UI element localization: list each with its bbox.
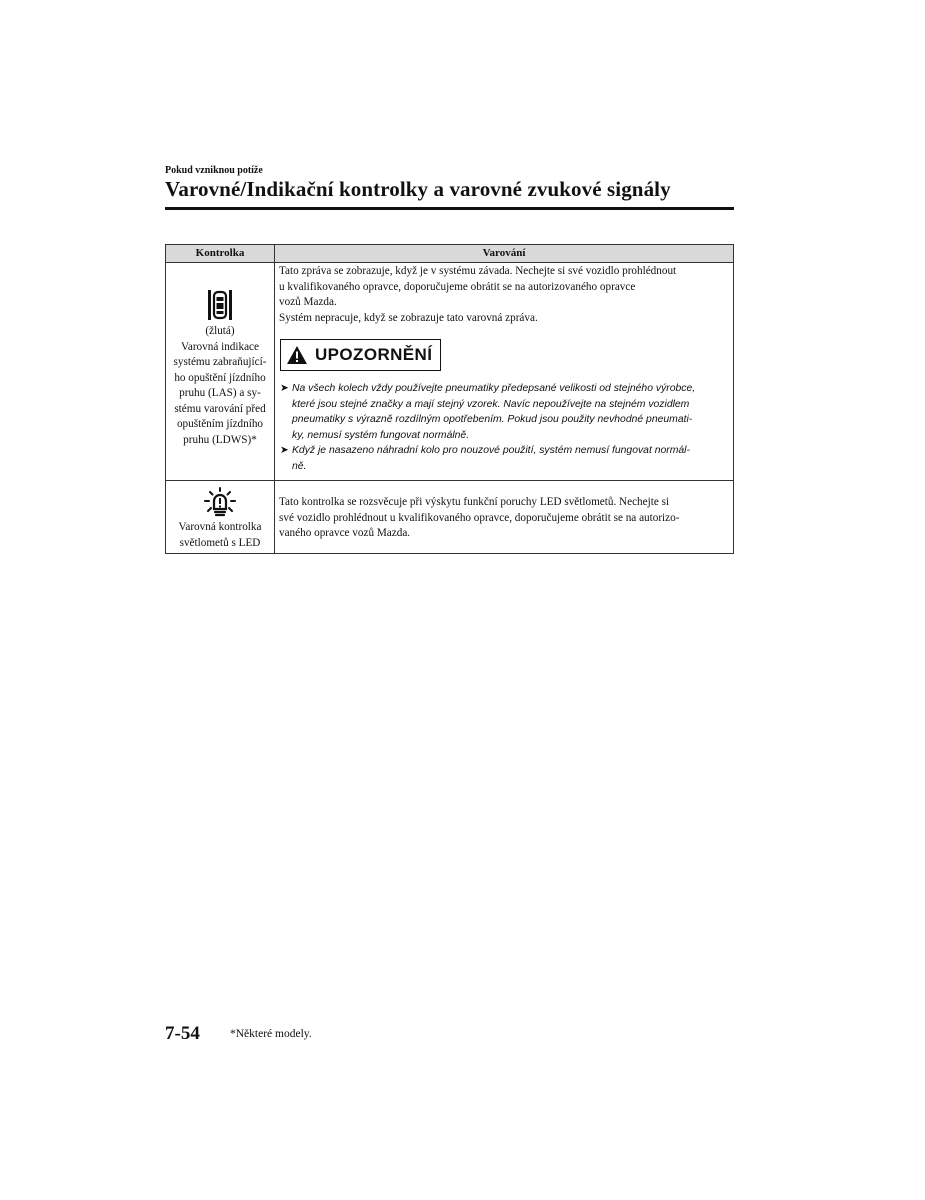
caution-label: UPOZORNĚNÍ — [315, 345, 433, 365]
warning-text: své vozidlo prohlédnout u kvalifikovaného opravce, doporučujeme obrátit se na autorizo- — [279, 511, 680, 524]
footnote: *Některé modely. — [230, 1028, 312, 1040]
page-number: 7-54 — [165, 1023, 200, 1044]
indicator-text: pruhu (LDWS)* — [183, 433, 257, 446]
warning-text: vaného opravce vozů Mazda. — [279, 527, 411, 539]
warning-text: u kvalifikovaného opravce, doporučujeme obrátit se na autorizovaného opravce — [279, 280, 636, 293]
caution-text: Na všech kolech vždy používejte pneumatiky předepsané velikosti od stejného výrobce, — [292, 383, 696, 394]
indicator-cell-led — [166, 481, 275, 554]
caution-text: ky, nemusí systém fungovat normálně. — [292, 429, 470, 441]
indicator-text: stému varování před — [174, 402, 266, 415]
warning-table — [165, 244, 734, 554]
list-item — [279, 381, 727, 443]
list-item — [279, 443, 727, 474]
caution-text: pneumatiky s výrazně rozdílným opotřebením. Pokud jsou použity nevhodné pneumati- — [292, 414, 693, 425]
caution-text: Když je nasazeno náhradní kolo pro nouzové použití, systém nemusí fungovat normál- — [292, 445, 690, 456]
table-row — [166, 263, 734, 481]
indicator-text: opuštěním jízdního — [176, 418, 264, 430]
page-title: Varovné/Indikační kontrolky a varovné zvukové signály — [165, 177, 671, 201]
indicator-text: Varovná indikace — [181, 340, 259, 353]
table-header-row — [166, 245, 734, 263]
warning-text: Systém nepracuje, když se zobrazuje tato varovná zpráva. — [279, 311, 538, 324]
indicator-text: Varovná kontrolka — [178, 521, 262, 533]
caution-bullet-list — [279, 381, 727, 474]
caution-text: které jsou stejné značky a mají stejný vzorek. Navíc nepoužívejte na stejném vozidlem — [292, 398, 690, 410]
led-headlight-warning-icon — [203, 487, 237, 517]
title-rule — [165, 207, 734, 210]
indicator-text: ho opuštění jízdního — [174, 371, 266, 384]
indicator-text: systému zabraňující- — [173, 356, 267, 368]
caution-box — [280, 339, 441, 371]
section-label: Pokud vzniknou potíže — [165, 165, 263, 176]
warning-text: Tato zpráva se zobrazuje, když je v systému závada. Nechejte si své vozidlo prohlédnout — [279, 265, 677, 277]
column-header-warning: Varování — [275, 245, 734, 263]
warning-cell-led — [275, 481, 734, 554]
warning-text: vozů Mazda. — [279, 296, 337, 308]
arrow-bullet-icon: ➤ — [280, 383, 289, 394]
column-header-indicator: Kontrolka — [166, 245, 275, 263]
arrow-bullet-icon: ➤ — [280, 445, 289, 456]
warning-cell-lane — [275, 263, 734, 481]
caution-text: ně. — [292, 460, 307, 472]
warning-triangle-icon — [286, 345, 308, 365]
indicator-cell-lane — [166, 263, 275, 481]
lane-departure-warning-icon — [207, 289, 233, 321]
indicator-text: pruhu (LAS) a sy- — [179, 387, 261, 399]
indicator-text: světlometů s LED — [179, 536, 261, 549]
indicator-text: (žlutá) — [205, 325, 235, 337]
warning-text: Tato kontrolka se rozsvěcuje při výskytu funkční poruchy LED světlometů. Nechejte si — [279, 496, 670, 508]
table-row — [166, 481, 734, 554]
